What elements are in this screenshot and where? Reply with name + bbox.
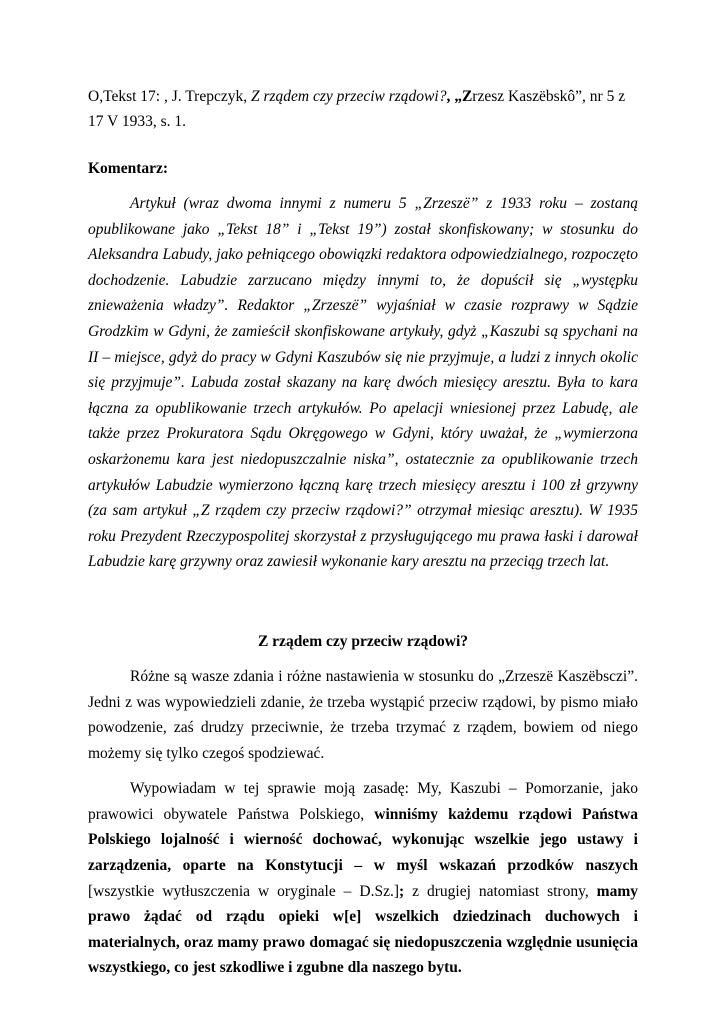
article-title-italic: Z rządem czy przeciw rządowi? xyxy=(250,88,447,105)
journal-rest: rzesz Kaszëbskô”, nr 5 z 17 V 1933, s. 1. xyxy=(88,88,626,130)
source-header xyxy=(88,84,638,134)
article-paragraph-1: Różne są wasze zdania i różne nastawienia w stosunku do „Zrzeszë Kaszëbsczi”. Jedni z was wypowiedzieli zdanie, że trzeba wystąpić przeciw rządowi, by pismo miało powodzenie, zaś drudzy przeciwnie, że trzeba trzymać z rządem, bowiem od niego możemy się tylko czegoś spodziewać. xyxy=(88,667,638,762)
paragraph-2-transition: z drugiej natomiast strony, xyxy=(404,882,597,900)
comment-heading: Komentarz: xyxy=(88,160,169,177)
paragraph-2-intro: Wypowiadam w tej sprawie moją zasadę: My, Kaszubi – Pomorzanie, jako prawowici obywatele Państwa Polskiego, xyxy=(88,780,638,823)
comment-body: Artykuł (wraz dwoma innymi z numeru 5 „Zrzeszë” z 1933 roku – zostaną opublikowane jako „Tekst 18” i „Tekst 19”) został skonfiskowany; w stosunku do Aleksandra Labudy, jako pełniącego obowiązki redaktora odpowiedzialnego, rozpoczęto dochodzenie. Labudzie zarzucano między innymi to, że dopuścił się „występku znieważenia władzy”. Redaktor „Zrzeszë” wyjaśniał w czasie rozprawy w Sądzie Grodzkim w Gdyni, że zamieścił skonfiskowane artykuły, gdyż „Kaszubi są spychani na II – miejsce, gdyż do pracy w Gdyni Kaszubów się nie przyjmuje, a ludzi z innych okolic się przyjmuje”. Labuda został skazany na karę dwóch miesięcy aresztu. Była to kara łączna za opublikowanie trzech artykułów. Po apelacji wniesionej przez Labudę, ale także przez Prokuratora Sądu Okręgowego w Gdyni, który uważał, że „wymierzona oskarżonemu kara jest niedopuszczalnie niska”, ostatecznie za opublikowanie trzech artykułów Labudzie wymierzono łączną karę trzech miesięcy aresztu i 100 zł grzywny (za sam artykuł „Z rządem czy przeciw rządowi?” otrzymał miesiąc aresztu). W 1935 roku Prezydent Rzeczypospolitej skorzystał z przysługującego mu prawa łaski i darował Labudzie karę grzywny oraz zawiesił wykonanie kary aresztu na przeciąg trzech lat. xyxy=(88,195,638,571)
article-title: Z rządem czy przeciw rządowi? xyxy=(257,632,469,650)
paragraph-2-semicolon: ; xyxy=(399,882,405,900)
paragraph-2-bold-loyalty: winniśmy każdemu rządowi Państwa Polskiego lojalność i wierność dochować, wykonując wszelkie jego ustawy i zarządzenia, oparte na Konstytucji – w myśl wskazań przodków naszych xyxy=(88,805,638,875)
journal-initial: „Z xyxy=(454,88,473,105)
document-page xyxy=(88,84,638,981)
article-paragraph-2 xyxy=(88,776,638,981)
source-separator: , xyxy=(446,88,455,105)
paragraph-2-bold-rights: mamy prawo żądać od rządu opieki w[e] wszelkich dziedzinach duchowych i materialnych, oraz mamy prawo domagać się niedopuszczenia względnie usunięcia wszystkiego, co jest szkodliwe i zgubne dla naszego bytu. xyxy=(88,882,638,977)
paragraph-2-editorial-note: [wszystkie wytłuszczenia w oryginale – D.Sz.] xyxy=(88,882,399,900)
source-label: O,Tekst 17: , J. Trepczyk, xyxy=(88,88,251,105)
